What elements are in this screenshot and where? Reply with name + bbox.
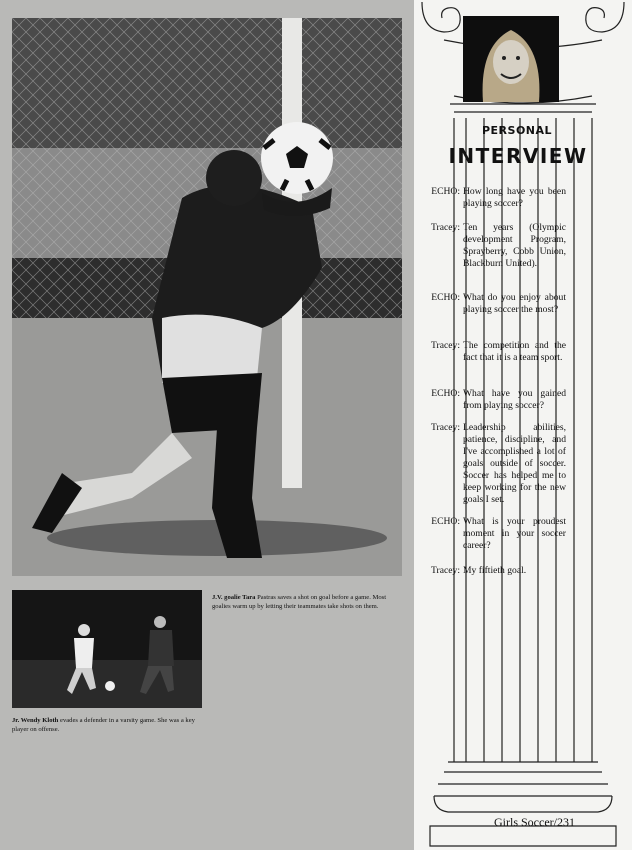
interview-heading: INTERVIEW [448, 144, 588, 168]
caption-name: J.V. goalie Tara [212, 594, 256, 601]
qa-text: What do you enjoy about playing soccer the most? [463, 292, 566, 315]
qa-text: How long have you been playing soccer? [463, 186, 566, 209]
speaker-label: ECHO: [431, 516, 460, 527]
qa-text: The competition and the fact that it is a team sport. [463, 340, 566, 363]
personal-heading: PERSONAL [481, 124, 553, 137]
varsity-game-photo [12, 590, 202, 708]
caption-text: Pastras saves a shot on goal before a game. Most goalies warm up by letting their teammates take shots on them. [212, 594, 387, 610]
speaker-label: ECHO: [431, 388, 460, 399]
speaker-label: Tracey: [431, 565, 460, 576]
goalie-photo [12, 18, 402, 576]
tracey-portrait [463, 16, 559, 102]
qa-text: Ten years (Olympic development Program, Sprayberry, Cobb Union, Blackburn United). [463, 222, 566, 269]
main-photo-caption [212, 593, 404, 611]
qa-text: My fiftieth goal. [463, 565, 527, 576]
caption-text: evades a defender in a varsity game. She was a key player on offense. [12, 717, 195, 733]
caption-name: Jr. Wendy Kloth [12, 717, 59, 724]
page-footer: Girls Soccer/231 [494, 815, 575, 829]
qa-text: What have you gained from playing soccer? [463, 388, 566, 411]
speaker-label: ECHO: [431, 186, 460, 197]
speaker-label: Tracey: [431, 422, 460, 433]
small-photo-caption [12, 716, 212, 734]
speaker-label: Tracey: [431, 340, 460, 351]
qa-text: What is your proudest moment in your soccer career? [463, 516, 566, 551]
speaker-label: ECHO: [431, 292, 460, 303]
qa-text: Leadership abilities, patience, discipline, and I've accomplished a lot of goals outside of soccer. Soccer has helped me to keep working for the new goals I set. [463, 422, 566, 505]
speaker-label: Tracey: [431, 222, 460, 233]
